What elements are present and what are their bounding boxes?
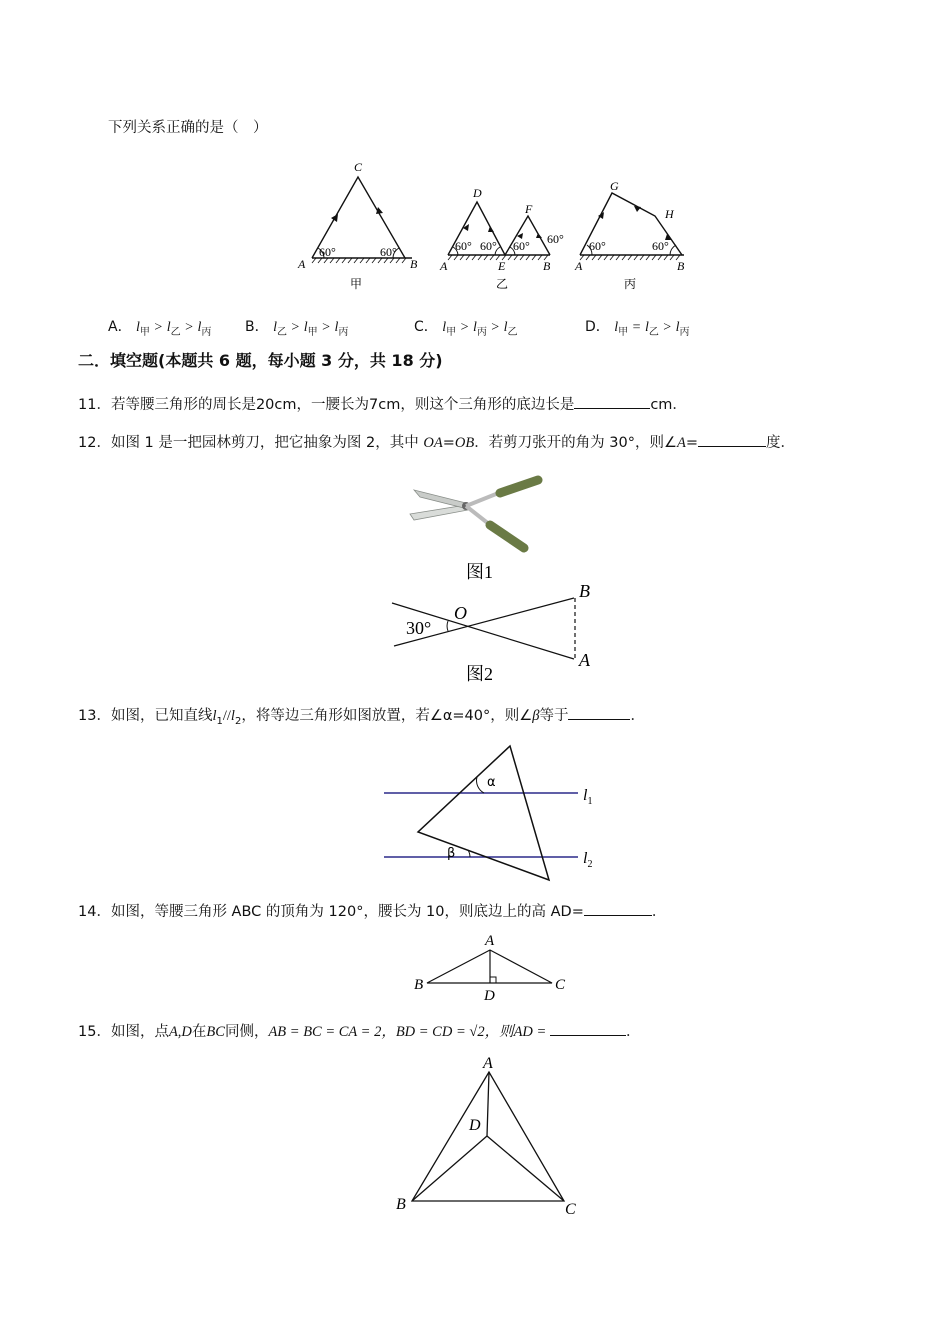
question-13: 13．如图，已知直线$l_1//l_2$，将等边三角形如图放置，若∠α=40°，则∠β等于 ． bbox=[78, 705, 645, 728]
section-heading: 二．填空题(本题共 6 题，每小题 3 分，共 18 分) bbox=[78, 351, 443, 370]
label-bing: 丙 bbox=[624, 277, 637, 291]
beta-label: β bbox=[447, 846, 456, 861]
bing-B: B bbox=[677, 259, 685, 273]
q15-D: D bbox=[469, 1117, 481, 1134]
q14-B: B bbox=[414, 977, 424, 993]
jia-A: A bbox=[298, 257, 306, 271]
option-c: C． $l_甲 > l_丙 > l_乙$ bbox=[414, 319, 518, 338]
fig1-caption: 图1 bbox=[466, 562, 493, 582]
label-yi: 乙 bbox=[496, 277, 509, 291]
q10-stem: 下列关系正确的是（ ） bbox=[108, 120, 268, 136]
yi-B: B bbox=[543, 259, 551, 273]
l1-label: $l_1$ bbox=[583, 787, 593, 807]
yi-angle-2: 60° bbox=[480, 239, 497, 253]
fig2-caption: 图2 bbox=[466, 664, 493, 684]
fig2-angle: 30° bbox=[406, 618, 432, 638]
yi-A: A bbox=[440, 259, 448, 273]
q14-D: D bbox=[484, 988, 495, 1004]
jia-angle-1: 60° bbox=[319, 245, 336, 259]
yi-E: E bbox=[498, 259, 506, 273]
bing-G: G bbox=[610, 179, 619, 193]
yi-angle-3: 60° bbox=[513, 239, 530, 253]
yi-angle-4: 60° bbox=[547, 232, 564, 246]
jia-angle-2: 60° bbox=[380, 245, 397, 259]
label-jia: 甲 bbox=[350, 277, 363, 291]
question-12: 12．如图 1 是一把园林剪刀，把它抽象为图 2，其中 OA=OB．若剪刀张开的角为 30°，则∠A= 度． bbox=[78, 432, 795, 453]
bing-angle-2: 60° bbox=[652, 239, 669, 253]
bing-H: H bbox=[665, 207, 674, 221]
q14-C: C bbox=[555, 977, 566, 993]
option-b: B． $l_乙 > l_甲 > l_丙$ bbox=[245, 319, 349, 338]
bing-angle-1: 60° bbox=[589, 239, 606, 253]
fig2-A: A bbox=[579, 650, 590, 670]
yi-F: F bbox=[525, 202, 533, 216]
option-d: D． $l_甲 = l_乙 > l_丙$ bbox=[585, 319, 690, 338]
jia-C: C bbox=[354, 160, 363, 174]
question-11: 11．若等腰三角形的周长是20cm，一腰长为7cm，则这个三角形的底边长是 cm． bbox=[78, 394, 687, 415]
q15-A: A bbox=[483, 1055, 493, 1072]
fig2-O: O bbox=[454, 603, 467, 623]
q15-C: C bbox=[565, 1201, 576, 1218]
question-14: 14．如图，等腰三角形 ABC 的顶角为 120°，腰长为 10，则底边上的高 AD= ． bbox=[78, 901, 666, 922]
q15-B: B bbox=[396, 1196, 406, 1213]
alpha-label: α bbox=[487, 775, 496, 790]
jia-B: B bbox=[410, 257, 418, 271]
l2-label: $l_2$ bbox=[583, 850, 593, 870]
option-a: A． $l_甲 > l_乙 > l_丙$ bbox=[108, 319, 212, 338]
question-15: 15．如图，点A,D在BC同侧，AB = BC = CA = 2，BD = CD = √2，则AD = ． bbox=[78, 1021, 640, 1042]
bing-A: A bbox=[575, 259, 583, 273]
yi-angle-1: 60° bbox=[455, 239, 472, 253]
fig2-B: B bbox=[579, 581, 590, 601]
yi-D: D bbox=[473, 186, 482, 200]
q14-A: A bbox=[485, 933, 495, 949]
